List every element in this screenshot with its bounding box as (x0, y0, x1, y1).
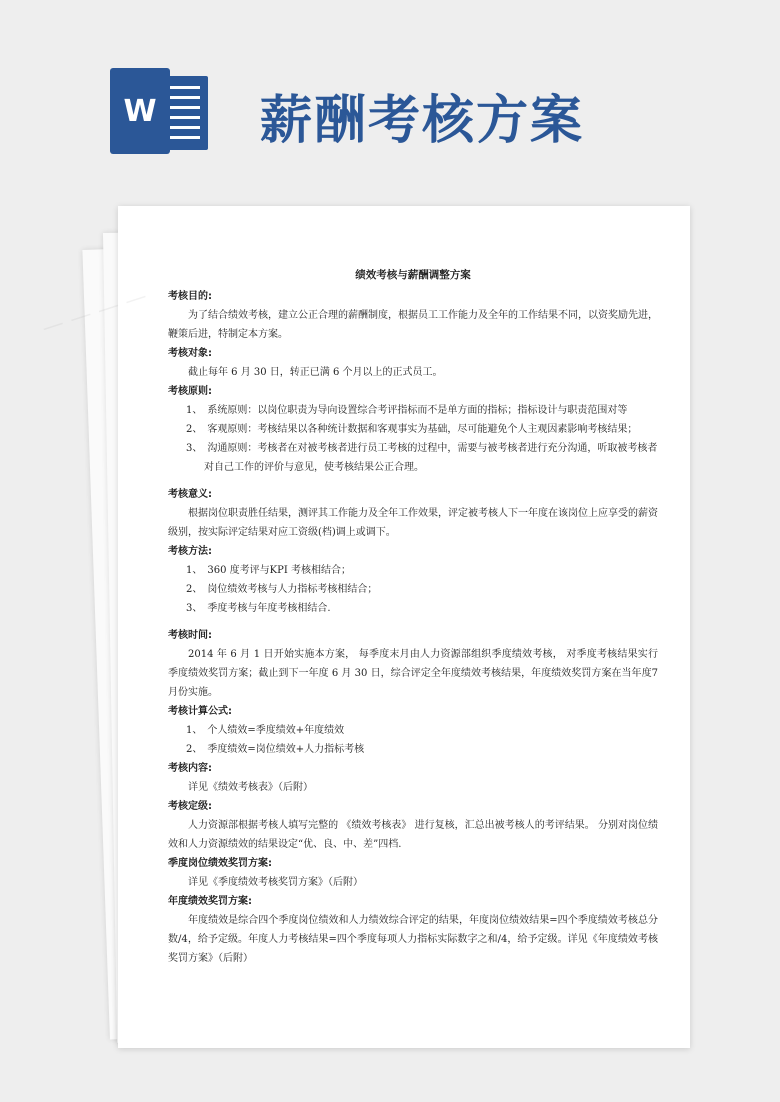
section-heading: 考核目的: (168, 291, 212, 302)
section-paragraph: 详见《绩效考核表》（后附） (188, 782, 313, 793)
watermark: — — (38, 301, 96, 342)
section-heading: 考核意义: (168, 489, 212, 500)
page-header (0, 0, 780, 200)
word-document-icon (110, 68, 210, 158)
page-title: 薪酬考核方案 (260, 91, 585, 151)
section-heading: 考核方法: (168, 546, 212, 557)
list-item: 3、 季度考核与年度考核相结合. (186, 603, 331, 614)
list-item: 2、 岗位绩效考核与人力指标考核相结合； (186, 584, 378, 595)
section-paragraph: 详见《季度绩效考核奖罚方案》（后附） (188, 877, 363, 888)
section-paragraph: 年度绩效是综合四个季度岗位绩效和人力绩效综合评定的结果，年度岗位绩效结果=四个季度绩效考核总分数/4，给予定级。年度人力考核结果=四个季度每项人力指标实际数字之和/4，给予定级。详见《年度绩效考核奖罚方案》（后附） (168, 915, 658, 964)
section-paragraph: 为了结合绩效考核，建立公正合理的薪酬制度，根据员工工作能力及全年的工作结果不同，以资奖励先进，鞭策后进，特制定本方案。 (168, 310, 658, 340)
section-gap (168, 477, 658, 485)
section-paragraph: 2014 年 6 月 1 日开始实施本方案， 每季度末月由人力资源部组织季度绩效考核， 对季度考核结果实行季度绩效奖罚方案；截止到下一年度 6 月 30 日，综合评定全年度绩效考核结果，年度绩效奖罚方案在当年度7月份实施。 (168, 649, 658, 698)
list-item: 1、 个人绩效=季度绩效+年度绩效 (186, 725, 345, 736)
document-page (118, 206, 690, 1048)
section-heading: 考核对象: (168, 348, 212, 359)
list-item: 1、 系统原则：以岗位职责为导向设置综合考评指标而不是单方面的指标；指标设计与职责范围对等 (186, 405, 628, 416)
document-title: 绩效考核与薪酬调整方案 (355, 269, 471, 281)
section-heading: 年度绩效奖罚方案: (168, 896, 252, 907)
section-heading: 考核内容: (168, 763, 212, 774)
section-paragraph: 人力资源部根据考核人填写完整的 《绩效考核表》 进行复核，汇总出被考核人的考评结果。 分别对岗位绩效和人力资源绩效的结果设定“优、良、中、差”四档. (168, 820, 658, 850)
section-heading: 季度岗位绩效奖罚方案: (168, 858, 272, 869)
section-heading: 考核计算公式: (168, 706, 232, 717)
list-item: 2、 客观原则：考核结果以各种统计数据和客观事实为基础，尽可能避免个人主观因素影响考核结果； (186, 424, 638, 435)
section-paragraph: 根据岗位职责胜任结果，测评其工作能力及全年工作效果，评定被考核人下一年度在该岗位上应享受的薪资级别，按实际评定结果对应工资级(档)调上或调下。 (168, 508, 658, 538)
section-heading: 考核原则: (168, 386, 212, 397)
list-item: 2、 季度绩效=岗位绩效+人力指标考核 (186, 744, 365, 755)
section-gap (168, 618, 658, 626)
section-paragraph: 截止每年 6 月 30 日，转正已满 6 个月以上的正式员工。 (188, 367, 443, 378)
section-heading: 考核时间: (168, 630, 212, 641)
list-item: 1、 360 度考评与KPI 考核相结合； (186, 565, 351, 576)
section-heading: 考核定级: (168, 801, 212, 812)
list-item: 3、 沟通原则：考核者在对被考核者进行员工考核的过程中，需要与被考核者进行充分沟通，听取被考核者对自己工作的评价与意见，使考核结果公正合理。 (186, 443, 658, 473)
document-body (168, 266, 658, 968)
word-icon-letter: W (110, 68, 170, 154)
